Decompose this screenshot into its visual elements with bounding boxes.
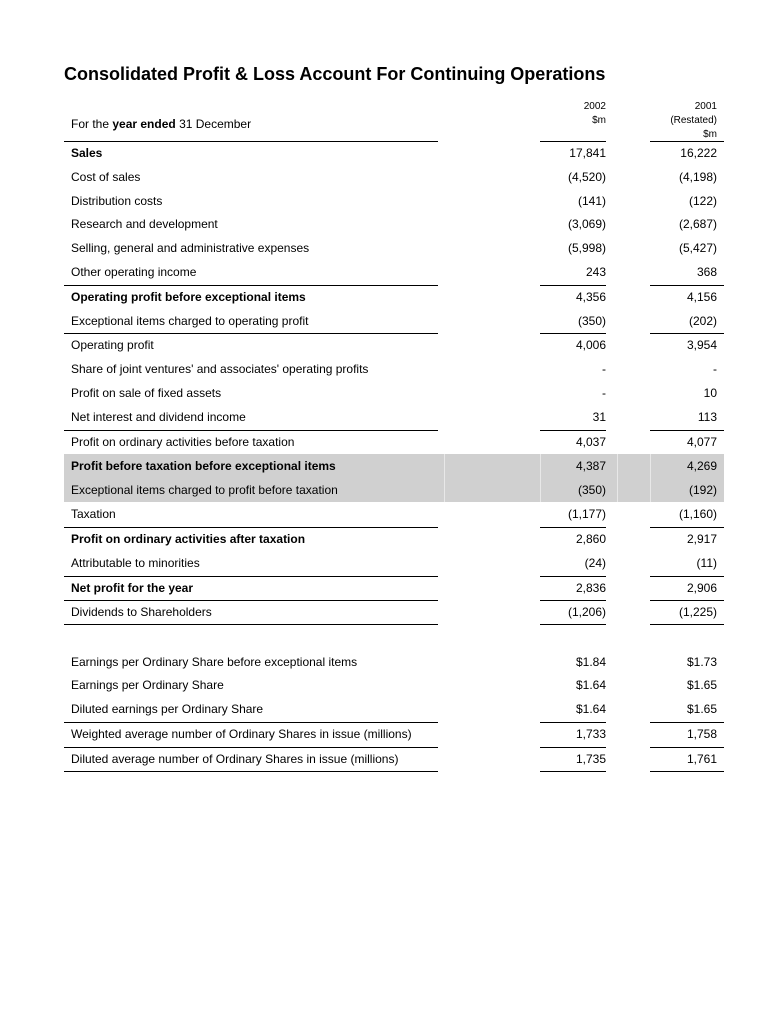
value-2002: 4,006 xyxy=(575,338,606,352)
table-row xyxy=(64,333,724,357)
row-label: Exceptional items charged to profit before taxation xyxy=(71,483,338,497)
eps-row xyxy=(64,697,724,721)
table-row xyxy=(64,260,724,284)
row-label: Dividends to Shareholders xyxy=(71,605,212,619)
value-2001: 113 xyxy=(697,410,717,424)
table-row xyxy=(64,454,724,478)
row-label: Profit before taxation before exceptional items xyxy=(71,459,336,473)
column-note: (Restated) xyxy=(670,115,717,126)
shade-separator xyxy=(617,478,618,502)
page-title: Consolidated Profit & Loss Account For Continuing Operations xyxy=(64,64,606,84)
row-rule xyxy=(540,624,606,625)
table-row xyxy=(64,430,724,454)
column-header-2002 xyxy=(540,100,606,128)
table-row xyxy=(64,357,724,381)
table-row xyxy=(64,502,724,526)
value-2001: 1,758 xyxy=(686,727,717,741)
value-2002: 4,356 xyxy=(575,290,606,304)
column-unit: $m xyxy=(703,129,717,140)
value-2002: (4,520) xyxy=(567,170,606,184)
row-label: Cost of sales xyxy=(71,170,141,184)
column-year: 2002 xyxy=(583,101,606,112)
eps-row xyxy=(64,722,724,746)
value-2002: $1.64 xyxy=(575,678,606,692)
value-2001: $1.65 xyxy=(686,678,717,692)
value-2002: 17,841 xyxy=(569,146,606,160)
row-rule xyxy=(64,771,438,772)
table-row xyxy=(64,478,724,502)
column-unit: $m xyxy=(592,115,606,126)
row-label: Exceptional items charged to operating profit xyxy=(71,314,309,328)
row-label: Profit on sale of fixed assets xyxy=(71,386,222,400)
row-label: Diluted average number of Ordinary Shares in issue (millions) xyxy=(71,752,399,766)
row-label: Taxation xyxy=(71,507,116,521)
row-rule xyxy=(650,624,724,625)
value-2002: - xyxy=(602,386,606,400)
value-2001: 3,954 xyxy=(686,338,717,352)
value-2002: 1,733 xyxy=(575,727,606,741)
value-2001: 2,906 xyxy=(686,581,717,595)
value-2002: 2,860 xyxy=(575,532,606,546)
value-2002: 243 xyxy=(585,265,606,279)
row-label: Net profit for the year xyxy=(71,581,194,595)
value-2001: $1.65 xyxy=(686,702,717,716)
row-label: Weighted average number of Ordinary Shares in issue (millions) xyxy=(71,727,412,741)
row-label: Research and development xyxy=(71,217,218,231)
eps-row xyxy=(64,747,724,771)
value-2002: - xyxy=(602,362,606,376)
value-2001: (202) xyxy=(688,314,717,328)
row-label: Selling, general and administrative expenses xyxy=(71,241,310,255)
table-row xyxy=(64,236,724,260)
value-2001: (1,160) xyxy=(678,507,717,521)
shade-separator xyxy=(617,454,618,478)
value-2002: $1.64 xyxy=(575,702,606,716)
value-2001: 4,269 xyxy=(686,459,717,473)
row-label: Distribution costs xyxy=(71,194,163,208)
value-2002: $1.84 xyxy=(575,655,606,669)
row-rule xyxy=(64,624,438,625)
value-2002: (141) xyxy=(577,194,606,208)
value-2001: (122) xyxy=(688,194,717,208)
row-label: Profit on ordinary activities after taxation xyxy=(71,532,306,546)
table-bottom-rule xyxy=(64,624,724,625)
row-label: Other operating income xyxy=(71,265,197,279)
value-2001: 4,156 xyxy=(686,290,717,304)
value-2001: 10 xyxy=(703,386,717,400)
period-prefix: For the xyxy=(71,117,113,131)
shade-separator xyxy=(444,478,445,502)
row-label: Net interest and dividend income xyxy=(71,410,246,424)
period-bold: year ended xyxy=(112,117,176,131)
value-2002: (3,069) xyxy=(567,217,606,231)
eps-row xyxy=(64,650,724,674)
value-2001: $1.73 xyxy=(686,655,717,669)
table-row xyxy=(64,309,724,333)
row-label: Sales xyxy=(71,146,103,160)
period-suffix: 31 December xyxy=(175,117,252,131)
value-2002: (24) xyxy=(584,556,606,570)
value-2001: (1,225) xyxy=(678,605,717,619)
column-header-2001 xyxy=(650,100,717,142)
table-row xyxy=(64,189,724,213)
row-label: Operating profit before exceptional items xyxy=(71,290,306,304)
row-label: Diluted earnings per Ordinary Share xyxy=(71,702,264,716)
row-label: Profit on ordinary activities before taxation xyxy=(71,435,295,449)
row-label: Earnings per Ordinary Share before exceptional items xyxy=(71,655,358,669)
value-2001: 2,917 xyxy=(686,532,717,546)
table-row xyxy=(64,381,724,405)
value-2002: (350) xyxy=(577,483,606,497)
value-2001: (4,198) xyxy=(678,170,717,184)
value-2001: 16,222 xyxy=(680,146,717,160)
value-2001: 1,761 xyxy=(686,752,717,766)
table-row xyxy=(64,600,724,624)
eps-bottom-rule xyxy=(64,771,724,772)
shade-separator xyxy=(444,454,445,478)
eps-row xyxy=(64,673,724,697)
row-label: Share of joint ventures' and associates' operating profits xyxy=(71,362,369,376)
row-rule xyxy=(650,771,724,772)
table-row xyxy=(64,285,724,309)
row-label: Attributable to minorities xyxy=(71,556,200,570)
table-row xyxy=(64,527,724,551)
row-rule xyxy=(64,141,438,142)
value-2001: (2,687) xyxy=(678,217,717,231)
value-2002: (350) xyxy=(577,314,606,328)
value-2001: (11) xyxy=(696,556,717,570)
value-2002: (1,177) xyxy=(567,507,606,521)
value-2001: 368 xyxy=(696,265,717,279)
value-2001: (192) xyxy=(688,483,717,497)
value-2002: 4,037 xyxy=(575,435,606,449)
value-2001: - xyxy=(713,362,717,376)
row-label: Earnings per Ordinary Share xyxy=(71,678,224,692)
table-row xyxy=(64,212,724,236)
column-year: 2001 xyxy=(694,101,717,112)
period-label xyxy=(71,117,251,131)
value-2002: 31 xyxy=(592,410,606,424)
value-2002: 2,836 xyxy=(575,581,606,595)
value-2002: (5,998) xyxy=(567,241,606,255)
table-row xyxy=(64,551,724,575)
value-2002: 1,735 xyxy=(575,752,606,766)
value-2002: 4,387 xyxy=(575,459,606,473)
table-row xyxy=(64,141,724,165)
table-row xyxy=(64,405,724,429)
table-row xyxy=(64,576,724,600)
row-label: Operating profit xyxy=(71,338,154,352)
table-row xyxy=(64,165,724,189)
value-2001: 4,077 xyxy=(686,435,717,449)
value-2002: (1,206) xyxy=(567,605,606,619)
value-2001: (5,427) xyxy=(678,241,717,255)
row-rule xyxy=(540,771,606,772)
